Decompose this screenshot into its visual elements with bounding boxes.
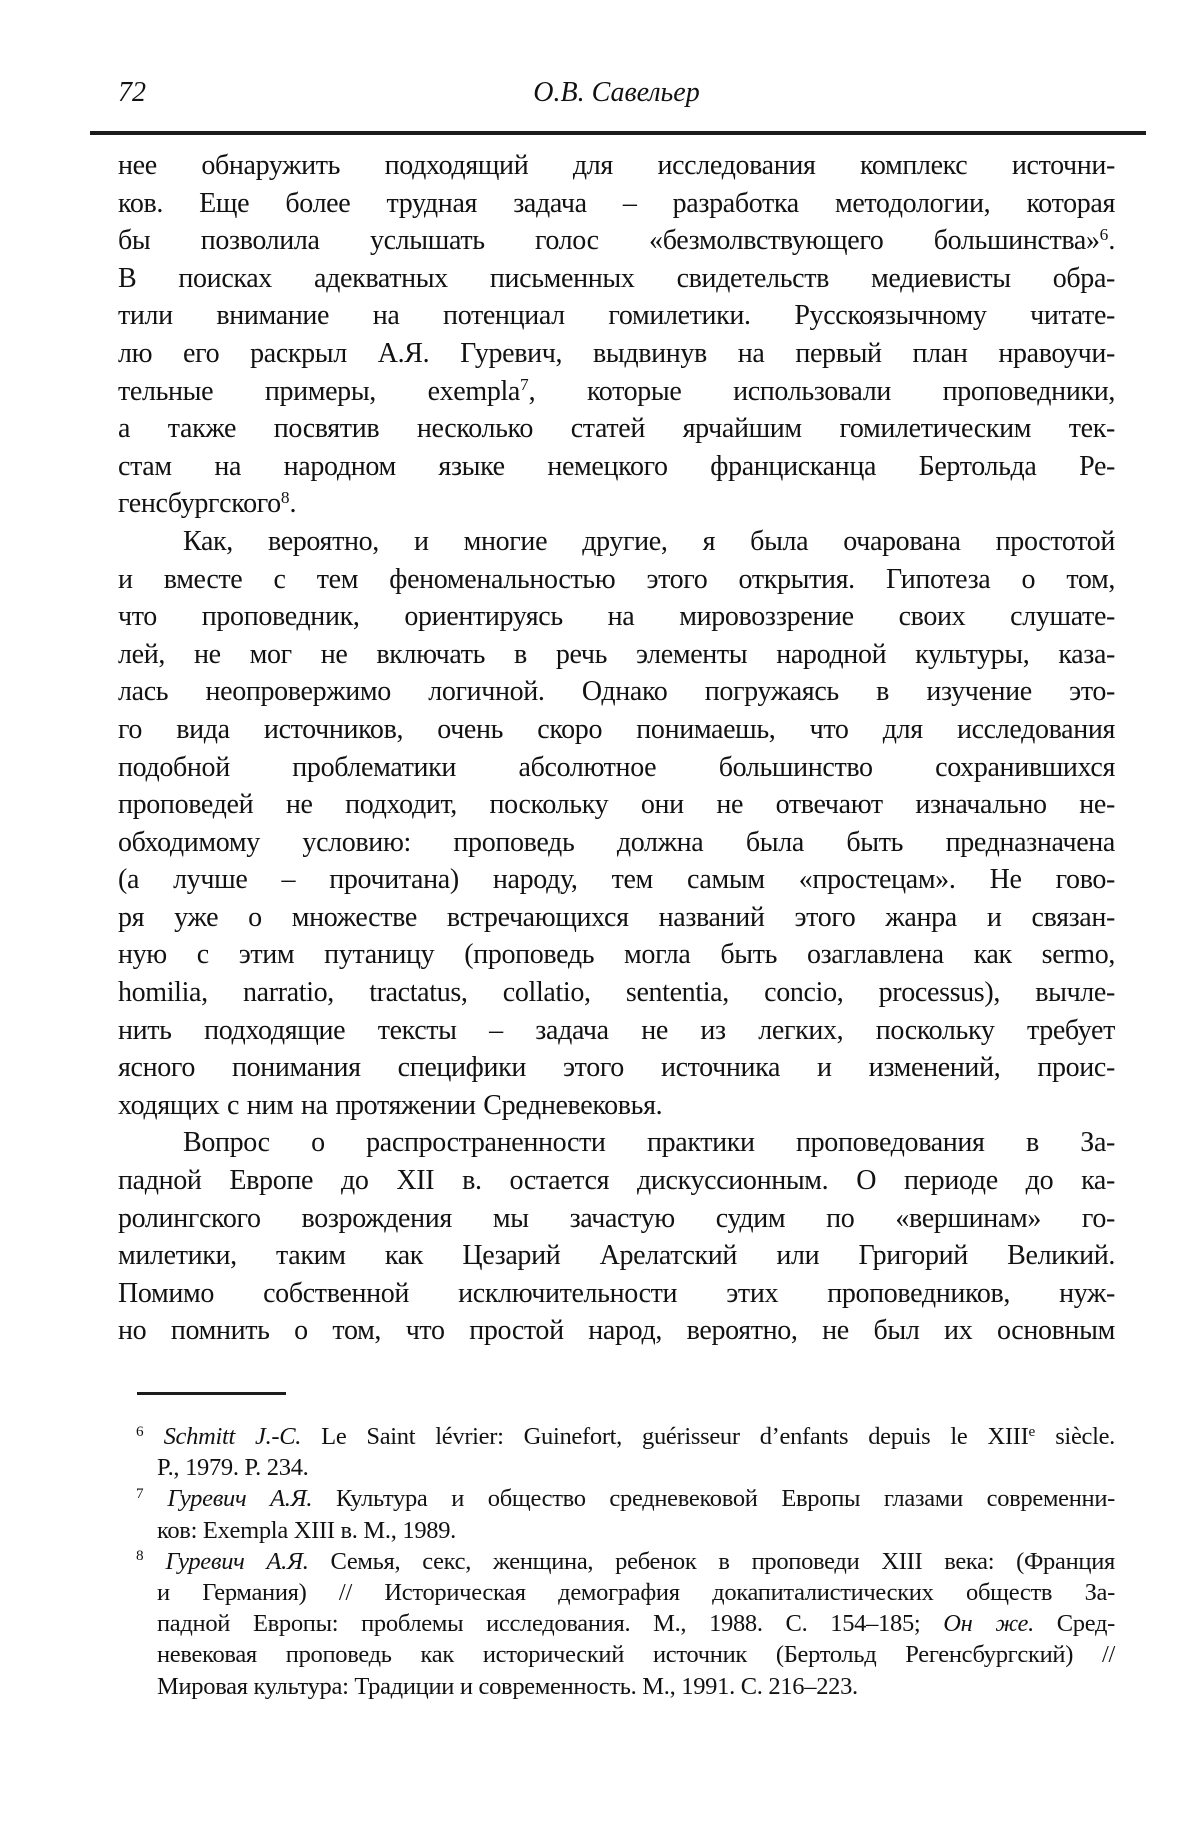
running-head bbox=[118, 76, 1115, 110]
text-line: Как, вероятно, и многие другие, я была очарована простотой bbox=[183, 525, 1115, 557]
footnote-item bbox=[118, 1483, 1115, 1545]
paragraph bbox=[118, 147, 1115, 523]
text-line: го вида источников, очень скоро понимаешь, что для исследования bbox=[118, 713, 1115, 745]
text-line: но помнить о том, что простой народ, вероятно, не был их основным bbox=[118, 1315, 1115, 1347]
text-line: ков. Еще более трудная задача – разработка методологии, которая bbox=[118, 187, 1115, 219]
text-line: а также посвятив несколько статей ярчайшим гомилетическим тек- bbox=[118, 413, 1115, 445]
footnote-line: $^6$ Schmitt J.-C. Le Saint lévrier: Guinefort, guérisseur d’enfants depuis le XIIIe siècle. bbox=[136, 1422, 1115, 1450]
text-line: милетики, таким как Цезарий Арелатский или Григорий Великий. bbox=[118, 1240, 1115, 1272]
footnote-item bbox=[118, 1421, 1115, 1483]
text-line: обходимому условию: проповедь должна была быть предназначена bbox=[118, 826, 1115, 858]
text-line: бы позволила услышать голос «безмолвствующего большинства»$^6$. bbox=[118, 224, 1115, 257]
superscript-marker: 6 bbox=[136, 1422, 144, 1440]
italic-text: Гуревич А.Я. bbox=[165, 1547, 309, 1575]
text-line: ходящих с ним на протяжении Средневековья. bbox=[118, 1089, 663, 1121]
text-line: лю его раскрыл А.Я. Гуревич, выдвинув на первый план нравоучи- bbox=[118, 337, 1115, 369]
text-line: что проповедник, ориентируясь на мировоззрение своих слушате- bbox=[118, 601, 1115, 633]
text-line: ря уже о множестве встречающихся названий этого жанра и связан- bbox=[118, 901, 1115, 933]
paragraph bbox=[118, 523, 1115, 1125]
text-line: нить подходящие тексты – задача не из легких, поскольку требует bbox=[118, 1014, 1115, 1046]
superscript-marker: 7 bbox=[136, 1485, 144, 1503]
footnote-line: невековая проповедь как исторический источник (Бертольд Регенсбургский) // bbox=[157, 1641, 1115, 1669]
body-text bbox=[118, 147, 1115, 1350]
text-line: homilia, narratio, tractatus, collatio, sententia, concio, processus), вычле- bbox=[118, 977, 1115, 1009]
footnote-line: P., 1979. P. 234. bbox=[157, 1454, 309, 1482]
text-line: Помимо собственной исключительности этих проповедников, нуж- bbox=[118, 1277, 1115, 1309]
running-title: О.В. Савельер bbox=[533, 77, 700, 108]
superscript-marker: 8 bbox=[280, 487, 290, 507]
text-line: подобной проблематики абсолютное большинство сохранившихся bbox=[118, 751, 1115, 783]
footnote-line: ков: Exempla XIII в. М., 1989. bbox=[157, 1516, 457, 1544]
text-line: ясного понимания специфики этого источника и изменений, проис- bbox=[118, 1052, 1115, 1084]
footnote-line: и Германия) // Историческая демография докапиталистических обществ За- bbox=[157, 1579, 1115, 1607]
text-line: проповедей не подходит, поскольку они не отвечают изначально не- bbox=[118, 789, 1115, 821]
italic-text: Гуревич А.Я. bbox=[167, 1485, 313, 1513]
text-line: и вместе с тем феноменальностью этого открытия. Гипотеза о том, bbox=[118, 563, 1115, 595]
footnote-item bbox=[118, 1546, 1115, 1702]
superscript-marker: 8 bbox=[136, 1547, 144, 1565]
text-line: В поисках адекватных письменных свидетельств медиевисты обра- bbox=[118, 262, 1115, 294]
footnote-line: Мировая культура: Традиции и современность. М., 1991. С. 216–223. bbox=[157, 1672, 858, 1700]
superscript-marker: 6 bbox=[1099, 224, 1109, 244]
italic-text: Он же. bbox=[943, 1610, 1034, 1638]
text-line: (а лучше – прочитана) народу, тем самым «простецам». Не гово- bbox=[118, 864, 1115, 896]
header-rule-divider bbox=[90, 131, 1146, 135]
text-line: тили внимание на потенциал гомилетики. Русскоязычному читате- bbox=[118, 300, 1115, 332]
text-line: лась неопровержимо логичной. Однако погружаясь в изучение это- bbox=[118, 676, 1115, 708]
text-line: стам на народном языке немецкого францисканца Бертольда Ре- bbox=[118, 450, 1115, 482]
text-line: генсбургского$^8$. bbox=[118, 487, 297, 520]
text-line: нее обнаружить подходящий для исследования комплекс источни- bbox=[118, 150, 1115, 181]
superscript-marker: 7 bbox=[519, 375, 529, 395]
text-line: ную с этим путаницу (проповедь могла быть озаглавлена как sermo, bbox=[118, 939, 1115, 971]
text-line: ролингского возрождения мы зачастую судим по «вершинам» го- bbox=[118, 1202, 1115, 1234]
italic-text: Schmitt J.-C. bbox=[163, 1423, 302, 1450]
text-line: тельные примеры, exempla$^7$, которые использовали проповедники, bbox=[118, 375, 1115, 407]
footnotes-block bbox=[118, 1421, 1115, 1702]
superscript-marker: e bbox=[1028, 1422, 1036, 1440]
footnote-line: $^8$ Гуревич А.Я. Семья, секс, женщина, ребенок в проповеди XIII века: (Франция bbox=[136, 1547, 1115, 1575]
footnote-line: $^7$ Гуревич А.Я. Культура и общество средневековой Европы глазами современни- bbox=[136, 1485, 1116, 1513]
text-line: Вопрос о распространенности практики проповедования в За- bbox=[183, 1127, 1115, 1159]
footnote-separator bbox=[137, 1392, 286, 1395]
text-line: лей, не мог не включать в речь элементы народной культуры, каза- bbox=[118, 638, 1115, 670]
footnote-line: падной Европы: проблемы исследования. М., 1988. С. 154–185; Он же. Сред- bbox=[157, 1610, 1116, 1638]
paragraph bbox=[118, 1124, 1115, 1350]
page-number: 72 bbox=[118, 77, 146, 108]
text-line: падной Европе до XII в. остается дискуссионным. О периоде до ка- bbox=[118, 1165, 1115, 1197]
